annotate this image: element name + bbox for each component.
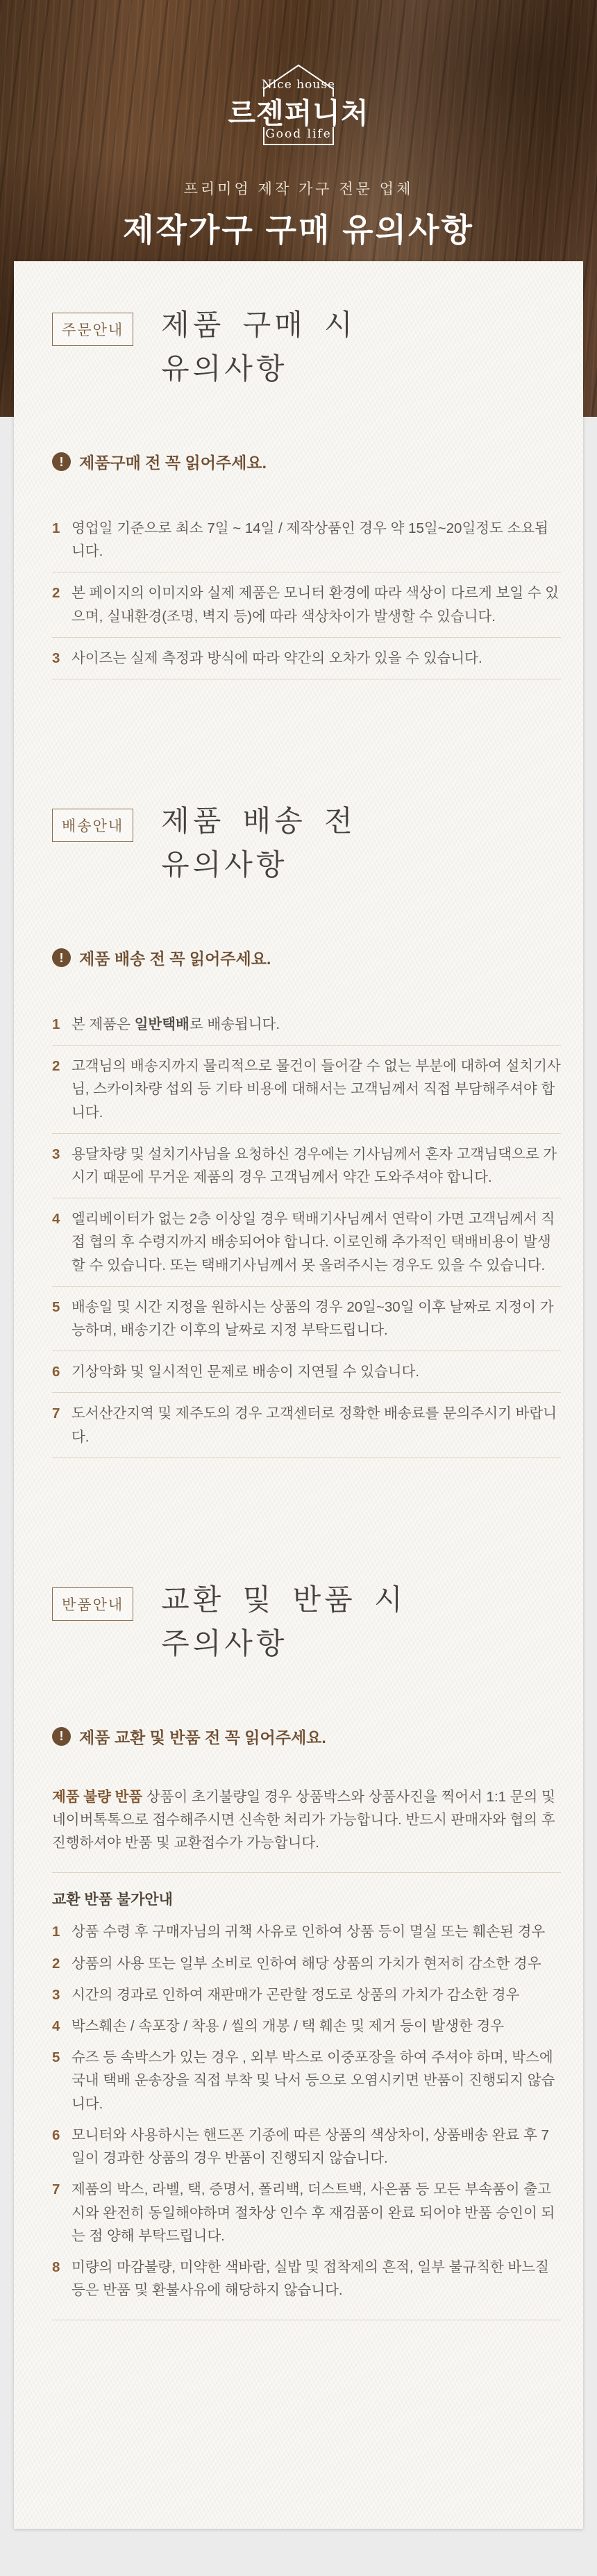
item-number: 6 xyxy=(52,1364,60,1380)
item-number: 2 xyxy=(52,585,60,602)
defect-return-lead: 제품 불량 반품 xyxy=(52,1788,143,1805)
banner-subtitle: 프리미엄 제작 가구 전문 업체 xyxy=(183,181,414,197)
banner-title: 제작가구 구매 유의사항 xyxy=(123,212,474,248)
item-text: 용달차량 및 설치기사님을 요청하신 경우에는 기사님께서 혼자 고객님댁으로 가시기 때문에 무거운 제품의 경우 고객님께서 약간 도와주셔야 합니다. xyxy=(72,1146,557,1186)
shipping-notice-list xyxy=(52,1004,561,1458)
notice-list-item xyxy=(52,2252,561,2306)
section-title-line1: 제품 배송 전 xyxy=(161,804,356,839)
section-order xyxy=(52,303,561,679)
item-text: 본 제품은 일반택배로 배송됩니다. xyxy=(72,1016,280,1033)
item-number: 1 xyxy=(52,1016,60,1033)
item-number: 7 xyxy=(52,2181,60,2198)
item-number: 4 xyxy=(52,2018,60,2035)
notice-text: 제품 교환 및 반품 전 꼭 읽어주세요. xyxy=(79,1728,326,1747)
notice-list-item xyxy=(52,1948,561,1979)
item-number: 3 xyxy=(52,1146,60,1162)
item-text: 고객님의 배송지까지 물리적으로 물건이 들어갈 수 없는 부분에 대하여 설치기사님, 스카이차량 섭외 등 기타 비용에 대해서는 고객님께서 직접 부담해주셔야 합니다. xyxy=(72,1058,561,1121)
return-notice-list xyxy=(52,1916,561,2320)
logo-bottom-text: Good life xyxy=(265,127,332,141)
section-title-line1: 교환 및 반품 시 xyxy=(161,1582,406,1617)
item-number: 3 xyxy=(52,1986,60,2003)
item-text: 기상악화 및 일시적인 문제로 배송이 지연될 수 있습니다. xyxy=(72,1364,420,1380)
notice-list-item xyxy=(52,2011,561,2042)
notice-list-item xyxy=(52,1004,561,1046)
notice-list-item xyxy=(52,1979,561,2011)
item-text: 시간의 경과로 인하여 재판매가 곤란할 정도로 상품의 가치가 감소한 경우 xyxy=(72,1986,520,2003)
section-header xyxy=(52,1578,561,1665)
notice-list-item xyxy=(52,1393,561,1458)
item-number: 1 xyxy=(52,1924,60,1940)
item-text: 상품의 사용 또는 일부 소비로 인하여 해당 상품의 가치가 현저히 감소한 경우 xyxy=(72,1955,541,1972)
section-header xyxy=(52,799,561,886)
notice-list-item xyxy=(52,1351,561,1393)
defect-return-text: 상품이 초기불량일 경우 상품박스와 상품사진을 찍어서 1:1 문의 및 네이버톡톡으로 접수해주시면 신속한 처리가 가능합니다. 반드시 판매자와 협의 후 진행하셔야 반품 및 교환접수가 가능합니다. xyxy=(52,1788,555,1851)
item-number: 2 xyxy=(52,1058,60,1075)
section-title-line1: 제품 구매 시 xyxy=(161,308,356,342)
section-title xyxy=(161,303,356,390)
notice-list-item xyxy=(52,1198,561,1287)
read-before-notice xyxy=(52,450,561,473)
section-title xyxy=(161,799,356,886)
item-text: 도서산간지역 및 제주도의 경우 고객센터로 정확한 배송료를 문의주시기 바랍니다. xyxy=(72,1405,557,1445)
order-notice-list xyxy=(52,508,561,679)
order-badge: 주문안내 xyxy=(52,313,133,346)
read-before-notice xyxy=(52,946,561,969)
section-title-line2: 유의사항 xyxy=(161,848,288,882)
read-before-notice xyxy=(52,1725,561,1748)
item-text: 배송일 및 시간 지정을 원하시는 상품의 경우 20일~30일 이후 날짜로 지정이 가능하며, 배송기간 이후의 날짜로 지정 부탁드립니다. xyxy=(72,1298,554,1339)
section-title xyxy=(161,1578,405,1665)
notice-list-item xyxy=(52,1134,561,1198)
item-number: 4 xyxy=(52,1211,60,1228)
notice-list-item xyxy=(52,2042,561,2120)
item-number: 6 xyxy=(52,2127,60,2143)
notice-list-item xyxy=(52,1916,561,1947)
item-text: 본 페이지의 이미지와 실제 제품은 모니터 환경에 따라 색상이 다르게 보일 수 있으며, 실내환경(조명, 벽지 등)에 따라 색상차이가 발생할 수 있습니다. xyxy=(72,585,560,625)
item-number: 5 xyxy=(52,1298,60,1315)
item-text: 모니터와 사용하시는 핸드폰 기종에 따른 상품의 색상차이, 상품배송 완료 후 7일이 경과한 상품의 경우 반품이 진행되지 않습니다. xyxy=(72,2127,549,2167)
section-header xyxy=(52,303,561,390)
item-text: 제품의 박스, 라벨, 택, 증명서, 폴리백, 더스트백, 사은품 등 모든 부속품이 출고 시와 완전히 동일해야하며 절차상 인수 후 재검품이 완료 되어야 반품 승인이 되는 점 양해 부탁드립니다. xyxy=(72,2181,555,2244)
return-badge: 반품안내 xyxy=(52,1587,133,1621)
no-return-subheading: 교환 반품 불가안내 xyxy=(52,1892,173,1908)
item-text: 사이즈는 실제 측정과 방식에 따라 약간의 오차가 있을 수 있습니다. xyxy=(72,650,482,666)
item-number: 5 xyxy=(52,2049,60,2066)
notice-list-item xyxy=(52,2120,561,2174)
item-number: 1 xyxy=(52,520,60,536)
notice-card xyxy=(14,261,583,2529)
item-number: 8 xyxy=(52,2259,60,2275)
shipping-badge: 배송안내 xyxy=(52,809,133,842)
item-number: 7 xyxy=(52,1405,60,1422)
item-text: 상품 수령 후 구매자님의 귀책 사유로 인하여 상품 등이 멸실 또는 훼손된 경우 xyxy=(72,1924,546,1940)
notice-list-item xyxy=(52,2174,561,2252)
logo-top-text: Nice house xyxy=(261,78,336,92)
section-return xyxy=(52,1578,561,2320)
notice-text: 제품구매 전 꼭 읽어주세요. xyxy=(79,454,267,472)
exclamation-icon: ! xyxy=(52,1727,71,1746)
defect-return-paragraph xyxy=(52,1785,561,1874)
item-number: 3 xyxy=(52,650,60,666)
item-number: 2 xyxy=(52,1955,60,1972)
notice-text: 제품 배송 전 꼭 읽어주세요. xyxy=(79,950,271,968)
logo-brand-name: 르젠퍼니처 xyxy=(228,97,369,129)
notice-list-item xyxy=(52,1046,561,1134)
notice-list-item xyxy=(52,572,561,637)
item-text: 박스훼손 / 속포장 / 착용 / 씰의 개봉 / 택 훼손 및 제거 등이 발생한 경우 xyxy=(72,2018,505,2035)
item-text: 엘리베이터가 없는 2층 이상일 경우 택배기사님께서 연락이 가면 고객님께서 직접 협의 후 수령지까지 배송되어야 합니다. 이로인해 추가적인 택배비용이 발생할 수 있습니다. 또는 택배기사님께서 못 올려주시는 경우도 있을 수 있습니다. xyxy=(72,1211,555,1273)
item-text: 슈즈 등 속박스가 있는 경우 , 외부 박스로 이중포장을 하여 주셔야 하며, 박스에 국내 택배 운송장을 직접 부착 및 낙서 등으로 오염시키면 반품이 진행되지 않습니다. xyxy=(72,2049,555,2112)
notice-list-item xyxy=(52,508,561,572)
section-shipping xyxy=(52,799,561,1458)
brand-logo xyxy=(215,0,382,153)
item-text: 영업일 기준으로 최소 7일 ~ 14일 / 제작상품인 경우 약 15일~20일정도 소요됩니다. xyxy=(72,520,548,560)
notice-list-item xyxy=(52,638,561,679)
section-title-line2: 유의사항 xyxy=(161,352,288,386)
item-text: 미량의 마감불량, 미약한 색바람, 실밥 및 접착제의 흔적, 일부 불규칙한 바느질 등은 반품 및 환불사유에 해당하지 않습니다. xyxy=(72,2259,549,2299)
notice-list-item xyxy=(52,1287,561,1351)
section-title-line2: 주의사항 xyxy=(161,1626,288,1660)
exclamation-icon: ! xyxy=(52,948,71,967)
exclamation-icon: ! xyxy=(52,452,71,471)
